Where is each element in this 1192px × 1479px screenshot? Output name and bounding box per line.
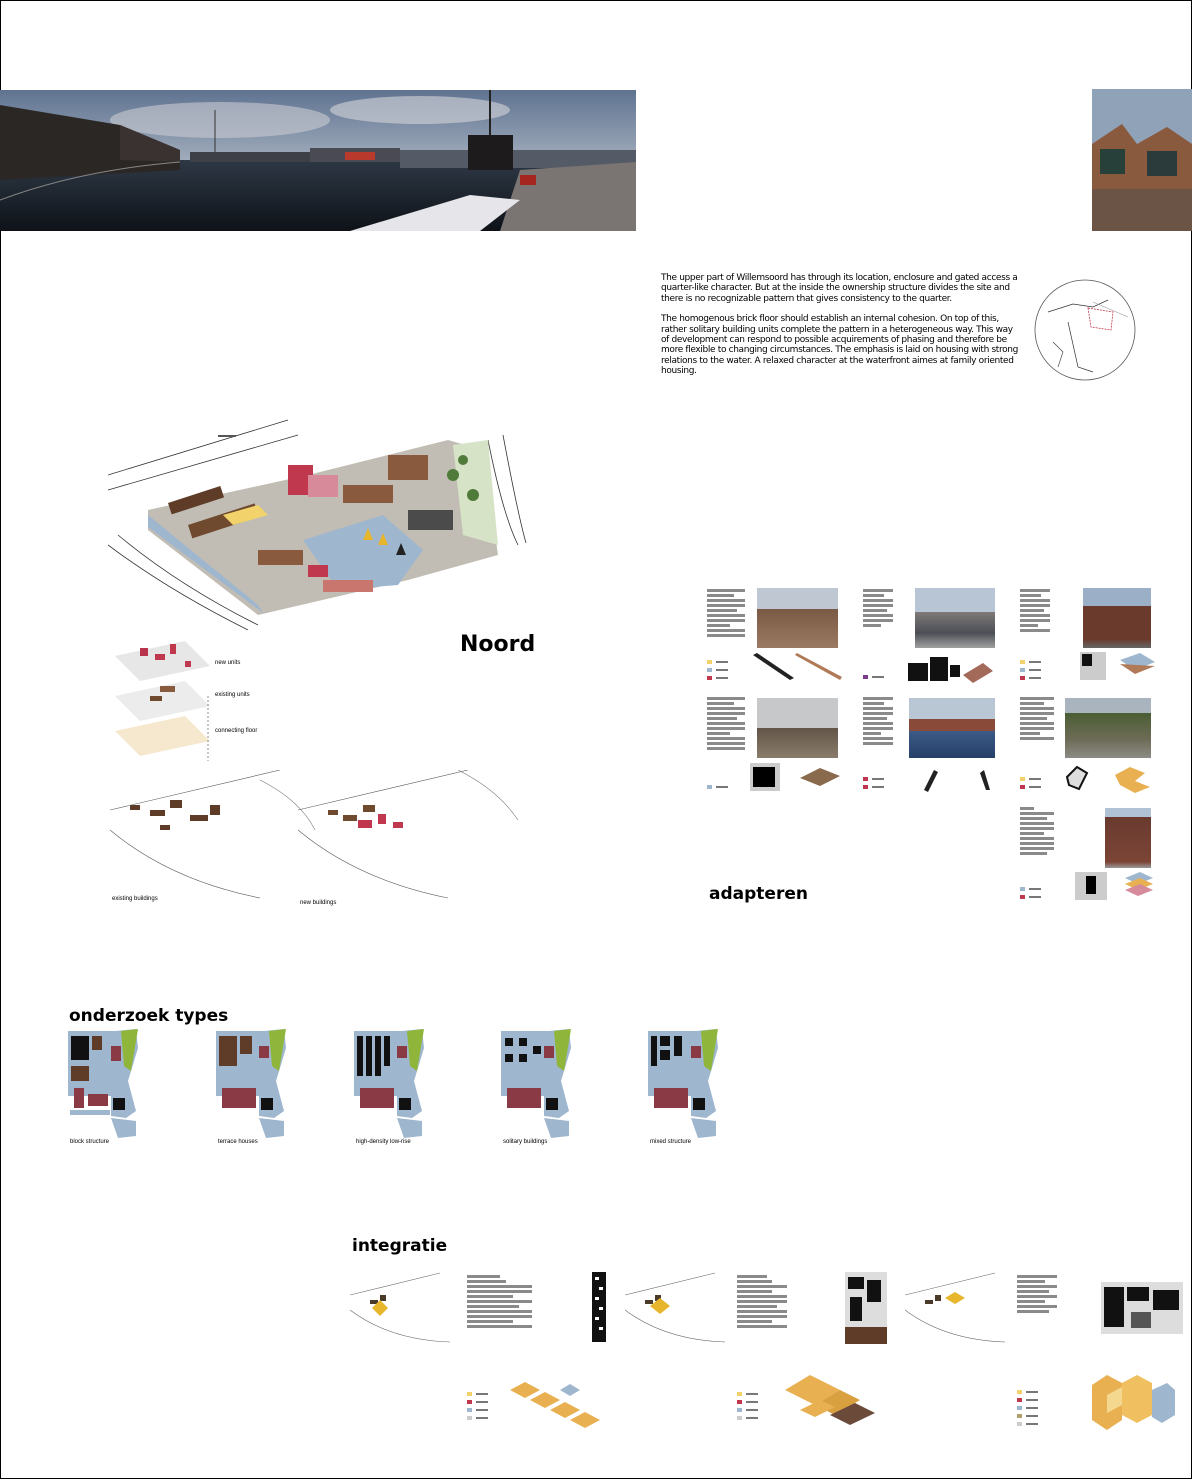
intro-paragraph-2: The homogenous brick floor should establish an internal cohesion. On top of this, rather solitary building units complete the pattern in a heterogeneous way. This way of development can respond to possible acquirements of phasing and therefore be more flexible to changing circumstances. The emphasis is laid on housing with strong relations to the water. A relaxed character at the waterfront aimes at family oriented housing. xyxy=(661,314,1018,377)
legend xyxy=(707,785,728,793)
text-placeholder xyxy=(467,1275,532,1330)
black-block-icon xyxy=(908,655,1003,685)
adapteren-references xyxy=(705,585,1175,905)
type-plan-solitary-buildings xyxy=(499,1026,579,1146)
block-icon xyxy=(1080,650,1160,682)
legend xyxy=(1017,1390,1038,1430)
type-plan-mixed-structure xyxy=(646,1026,726,1146)
integration-axonometry xyxy=(785,1365,885,1440)
legend xyxy=(1020,777,1041,793)
black-square-icon xyxy=(750,763,845,793)
exploded-layers-diagram xyxy=(110,636,310,766)
noord-title: Noord xyxy=(460,632,536,657)
layer-label-new: new units xyxy=(215,660,241,666)
layer-label-floor: connecting floor xyxy=(215,728,258,734)
reference-photo-square xyxy=(915,588,995,648)
block-pattern-icon xyxy=(1101,1282,1183,1334)
reference-photo-house xyxy=(1083,588,1151,648)
type-label: solitary buildings xyxy=(503,1139,548,1145)
intro-text xyxy=(661,273,1021,387)
text-placeholder xyxy=(1020,807,1054,857)
existing-buildings-plan xyxy=(110,770,320,902)
tower-icon xyxy=(920,765,1000,795)
type-label: mixed structure xyxy=(650,1139,692,1145)
new-buildings-label: new buildings xyxy=(300,900,337,906)
adapteren-title: adapteren xyxy=(709,884,808,904)
text-placeholder xyxy=(863,589,893,629)
stacked-layers-icon xyxy=(1075,870,1155,902)
existing-buildings-label: existing buildings xyxy=(112,896,158,902)
type-label: block structure xyxy=(70,1139,110,1145)
type-label: high-density low-rise xyxy=(356,1139,411,1145)
type-plan-block-structure xyxy=(66,1026,146,1146)
text-placeholder xyxy=(863,697,893,747)
text-placeholder xyxy=(707,589,745,639)
text-placeholder xyxy=(1020,697,1054,742)
legend xyxy=(863,675,884,683)
legend xyxy=(863,777,884,793)
integration-site-plan xyxy=(350,1270,460,1345)
integration-axonometry xyxy=(510,1370,610,1440)
noord-aerial-axonometry xyxy=(108,415,528,630)
legend xyxy=(1020,887,1041,903)
harbor-panorama-photo xyxy=(0,90,636,231)
integration-axonometry xyxy=(1087,1365,1177,1440)
onderzoek-types-title: onderzoek types xyxy=(69,1006,229,1026)
block-pattern-icon xyxy=(845,1272,887,1344)
axonometric-bar-icon xyxy=(750,650,845,685)
layer-label-existing: existing units xyxy=(215,692,250,698)
integration-site-plan xyxy=(905,1270,1015,1345)
text-placeholder xyxy=(1020,589,1050,634)
location-circle-map xyxy=(1033,272,1137,388)
pattern-strip-icon xyxy=(592,1272,606,1342)
integratie-set-3 xyxy=(905,1270,1185,1445)
integratie-set-1 xyxy=(350,1270,620,1440)
reference-photo-tower xyxy=(1105,808,1151,868)
type-plans-row xyxy=(66,1026,746,1151)
text-placeholder xyxy=(1017,1275,1057,1315)
legend xyxy=(737,1392,758,1424)
legend xyxy=(707,660,728,684)
legend xyxy=(467,1392,488,1424)
integratie-set-2 xyxy=(625,1270,895,1440)
new-buildings-plan xyxy=(298,770,523,908)
integratie-title: integratie xyxy=(352,1236,448,1256)
reference-photo-park xyxy=(1065,698,1151,758)
reference-photo-waterfront xyxy=(909,698,995,758)
legend xyxy=(1020,660,1041,684)
reference-photo-street xyxy=(757,588,838,648)
type-label: terrace houses xyxy=(218,1139,258,1145)
text-placeholder xyxy=(707,697,745,752)
intro-paragraph-1: The upper part of Willemsoord has through its location, enclosure and gated access a quarter-like character. But at the inside the ownership structure divides the site and there is no recognizable pattern that gives consistency to the quarter. xyxy=(661,273,1018,304)
type-plan-terrace-houses xyxy=(214,1026,294,1146)
snake-block-icon xyxy=(1065,763,1155,795)
type-plan-high-density-low-rise xyxy=(352,1026,432,1146)
brick-building-photo xyxy=(1092,89,1192,231)
reference-photo-bunker xyxy=(757,698,838,758)
integration-site-plan xyxy=(625,1270,735,1345)
text-placeholder xyxy=(737,1275,787,1330)
